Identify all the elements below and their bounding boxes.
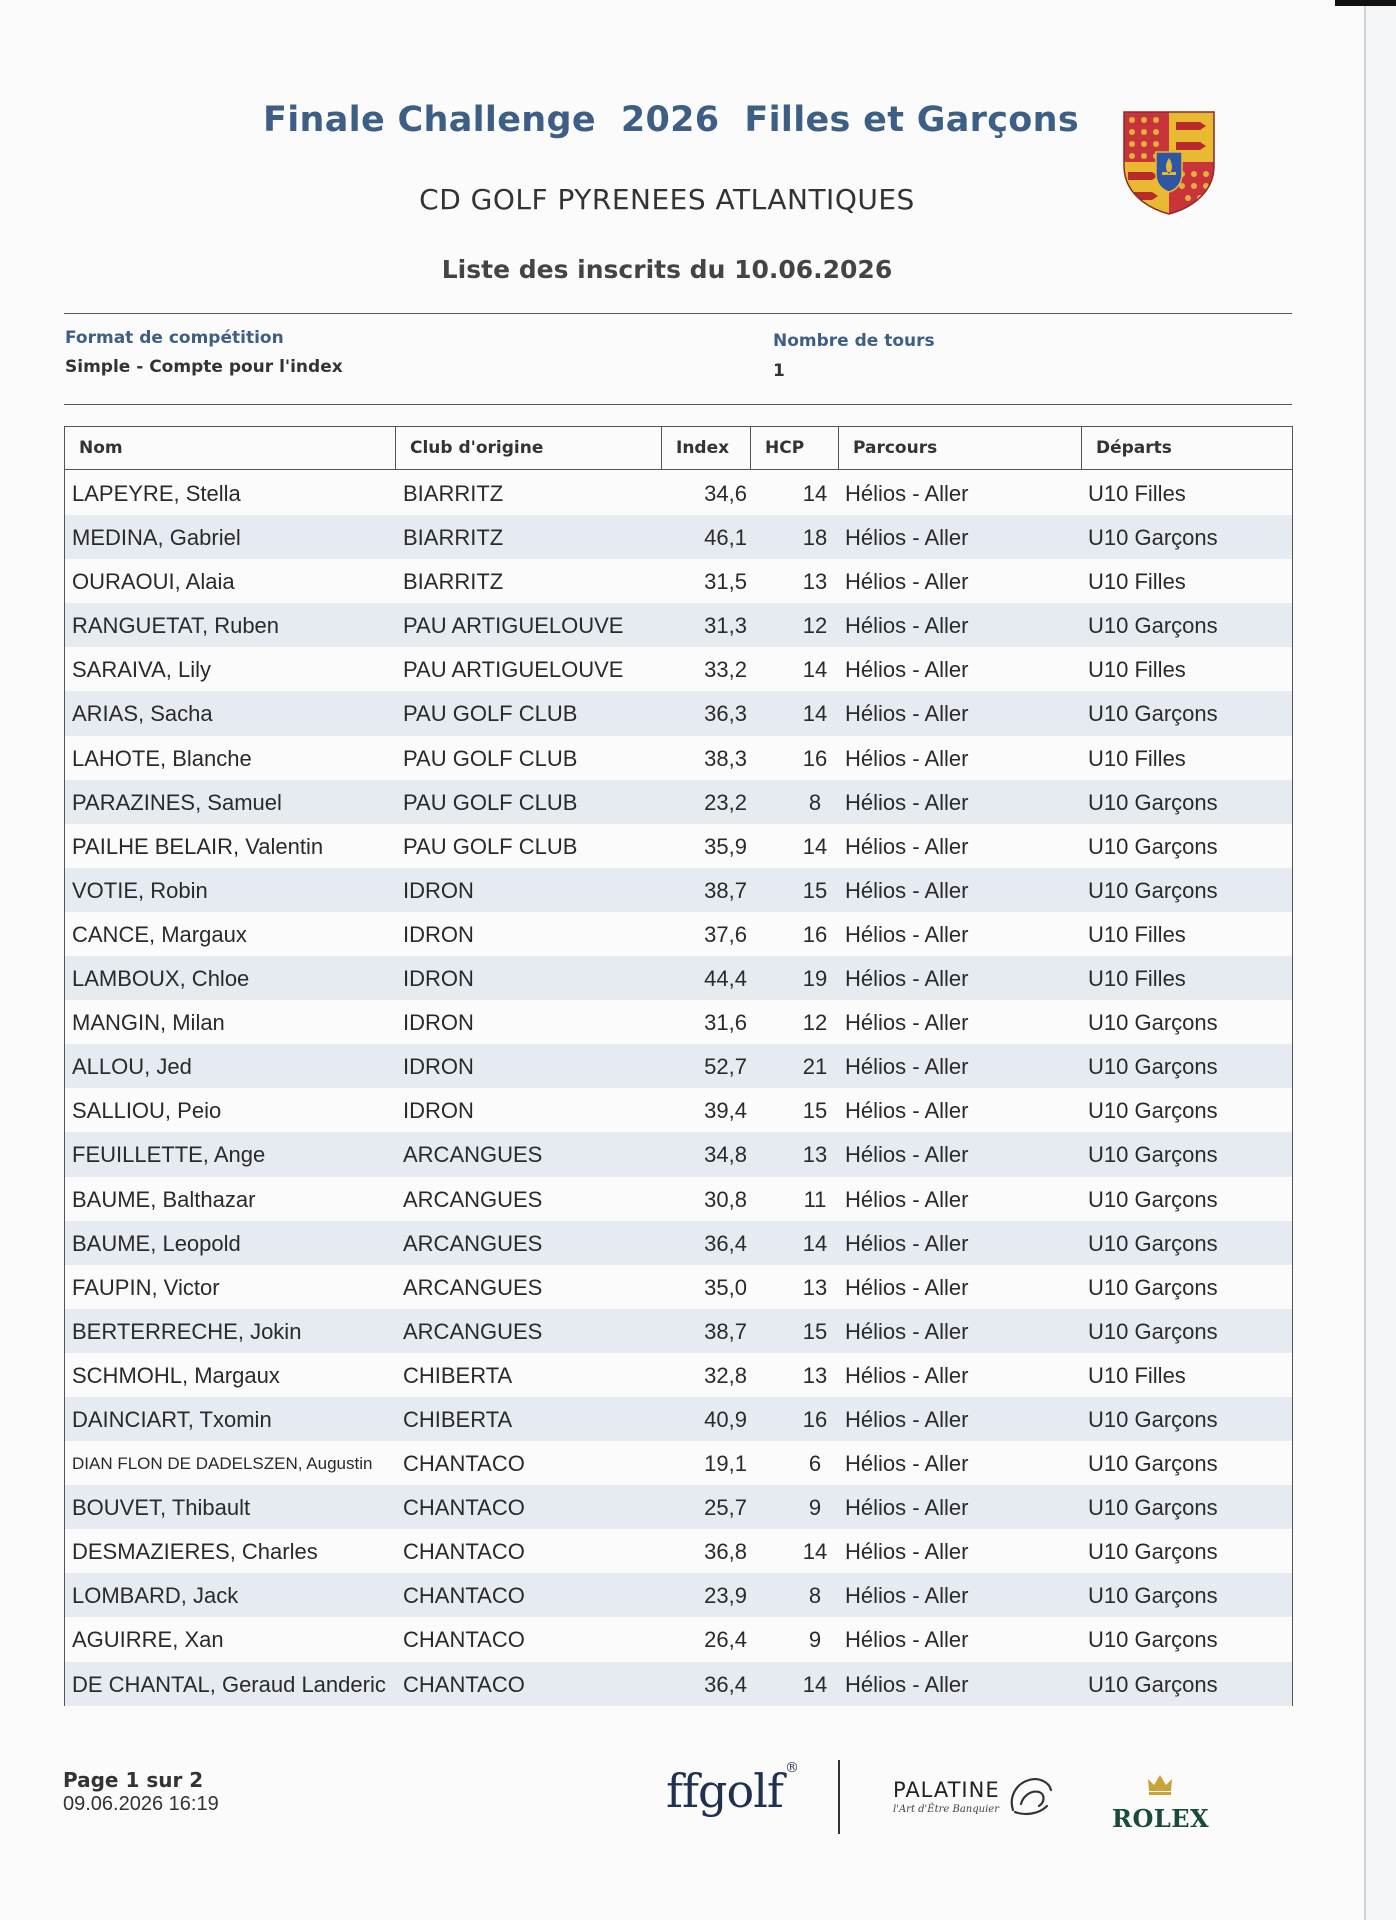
table-row (65, 1132, 1292, 1176)
table-row (65, 780, 1292, 824)
cell-parcours: Hélios - Aller (845, 1230, 969, 1256)
cell-index: 23,2 (704, 789, 747, 815)
cell-club: BIARRITZ (403, 569, 504, 595)
cell-hcp: 11 (803, 1186, 827, 1212)
cell-hcp: 14 (802, 1539, 828, 1565)
cell-club: PAU GOLF CLUB (403, 701, 578, 727)
cell-parcours: Hélios - Aller (845, 481, 969, 506)
cell-parcours: Hélios - Aller (845, 833, 969, 859)
cell-hcp: 13 (802, 1274, 828, 1300)
cell-nom: BAUME, Balthazar (72, 1186, 256, 1212)
cell-parcours: Hélios - Aller (845, 1583, 969, 1609)
cell-departs: U10 Garçons (1088, 1142, 1218, 1168)
crown-icon (1146, 1771, 1174, 1797)
cell-departs: U10 Garçons (1088, 613, 1218, 639)
cell-hcp: 8 (808, 1583, 822, 1609)
palatine-logo: PALATINE (893, 1778, 1000, 1802)
cell-parcours: Hélios - Aller (845, 966, 969, 992)
header-divider-bottom (64, 404, 1292, 405)
cell-departs: U10 Filles (1088, 481, 1186, 506)
cell-parcours: Hélios - Aller (845, 1406, 969, 1432)
cell-club: ARCANGUES (403, 1186, 543, 1212)
cell-departs: U10 Filles (1088, 921, 1186, 947)
tours-label: Nombre de tours (773, 331, 935, 351)
organization-title: CD GOLF PYRENEES ATLANTIQUES (419, 183, 915, 216)
column-header-club: Club d'origine (396, 427, 662, 469)
list-title: Liste des inscrits du 10.06.2026 (441, 255, 893, 284)
cell-index: 34,6 (704, 481, 747, 506)
cell-departs: U10 Garçons (1088, 789, 1218, 815)
tours-value: 1 (773, 361, 785, 381)
cell-hcp: 12 (802, 1010, 828, 1036)
cell-departs: U10 Filles (1088, 657, 1186, 683)
table-row (65, 868, 1292, 912)
cell-departs: U10 Garçons (1088, 1539, 1218, 1565)
coat-of-arms-icon (1120, 108, 1218, 216)
cell-club: ARCANGUES (403, 1274, 543, 1300)
cell-parcours: Hélios - Aller (845, 1362, 969, 1388)
cell-club: PAU ARTIGUELOUVE (403, 657, 624, 683)
cell-departs: U10 Garçons (1088, 1671, 1218, 1697)
cell-nom: BERTERRECHE, Jokin (72, 1318, 302, 1344)
cell-hcp: 15 (802, 1318, 828, 1344)
cell-nom: SCHMOHL, Margaux (72, 1362, 280, 1388)
cell-departs: U10 Filles (1088, 1362, 1186, 1388)
cell-hcp: 8 (808, 789, 822, 815)
ffgolf-wordmark: ffgolf (666, 1764, 783, 1818)
page-title: Finale Challenge 2026 Filles et Garçons (263, 100, 1079, 140)
column-header-parcours: Parcours (839, 427, 1082, 469)
cell-parcours: Hélios - Aller (845, 789, 969, 815)
cell-nom: FEUILLETTE, Ange (72, 1142, 266, 1168)
table-row (65, 559, 1292, 603)
cell-nom: PARAZINES, Samuel (72, 789, 282, 815)
table-row (65, 1044, 1292, 1088)
cell-nom: AGUIRRE, Xan (72, 1627, 224, 1653)
cell-index: 30,8 (704, 1186, 747, 1212)
cell-departs: U10 Garçons (1088, 1274, 1218, 1300)
cell-nom: ALLOU, Jed (72, 1054, 192, 1080)
cell-club: CHIBERTA (403, 1406, 513, 1432)
cell-hcp: 14 (802, 701, 828, 727)
table-row (65, 1177, 1292, 1221)
cell-departs: U10 Garçons (1088, 1054, 1218, 1080)
cell-club: CHIBERTA (403, 1362, 513, 1388)
cell-club: BIARRITZ (403, 481, 504, 506)
cell-parcours: Hélios - Aller (845, 1098, 969, 1124)
cell-nom: ARIAS, Sacha (72, 701, 213, 727)
cell-index: 52,7 (704, 1054, 747, 1080)
column-header-index: Index (662, 427, 751, 469)
cell-hcp: 14 (802, 833, 828, 859)
cell-index: 38,7 (704, 1318, 747, 1344)
cell-club: CHANTACO (403, 1495, 525, 1521)
cell-departs: U10 Filles (1088, 745, 1186, 771)
table-row (65, 1485, 1292, 1529)
cell-hcp: 9 (808, 1495, 822, 1521)
cell-parcours: Hélios - Aller (845, 745, 969, 771)
cell-club: IDRON (403, 1010, 474, 1036)
cell-parcours: Hélios - Aller (845, 701, 969, 727)
cell-index: 40,9 (704, 1406, 747, 1432)
cell-departs: U10 Garçons (1088, 1318, 1218, 1344)
cell-club: PAU GOLF CLUB (403, 745, 578, 771)
table-header (65, 427, 1292, 470)
cell-departs: U10 Garçons (1088, 833, 1218, 859)
cell-index: 32,8 (704, 1362, 747, 1388)
cell-index: 26,4 (704, 1627, 747, 1653)
cell-parcours: Hélios - Aller (845, 1627, 969, 1653)
cell-index: 36,4 (704, 1230, 747, 1256)
cell-club: ARCANGUES (403, 1230, 543, 1256)
cell-nom: PAILHE BELAIR, Valentin (72, 833, 324, 859)
scan-edge-mark (1335, 0, 1396, 6)
cell-index: 35,0 (704, 1274, 747, 1300)
registered-icon: ® (784, 1760, 798, 1776)
column-header-nom: Nom (65, 427, 396, 469)
cell-index: 46,1 (704, 525, 747, 551)
cell-nom: LOMBARD, Jack (72, 1583, 239, 1609)
ffgolf-logo (666, 1760, 798, 1818)
cell-parcours: Hélios - Aller (845, 1495, 969, 1521)
cell-nom: BOUVET, Thibault (72, 1495, 251, 1521)
cell-club: ARCANGUES (403, 1318, 543, 1344)
cell-departs: U10 Garçons (1088, 1627, 1218, 1653)
table-body (65, 471, 1292, 1706)
cell-nom: OURAOUI, Alaia (72, 569, 235, 595)
cell-parcours: Hélios - Aller (845, 877, 969, 903)
cell-nom: SARAIVA, Lily (72, 657, 211, 683)
cell-index: 36,4 (704, 1671, 747, 1697)
table-row (65, 1441, 1292, 1485)
cell-club: CHANTACO (403, 1671, 525, 1697)
cell-index: 31,3 (704, 613, 747, 639)
cell-hcp: 14 (802, 481, 828, 506)
cell-departs: U10 Garçons (1088, 1451, 1218, 1477)
table-row (65, 736, 1292, 780)
cell-nom: SALLIOU, Peio (72, 1098, 222, 1124)
table-row (65, 1309, 1292, 1353)
cell-hcp: 12 (802, 613, 828, 639)
cell-club: PAU GOLF CLUB (403, 789, 578, 815)
cell-club: PAU ARTIGUELOUVE (403, 613, 624, 639)
cell-hcp: 9 (808, 1627, 822, 1653)
cell-departs: U10 Filles (1088, 966, 1186, 992)
table-row (65, 603, 1292, 647)
cell-index: 44,4 (704, 966, 747, 992)
cell-hcp: 16 (802, 745, 828, 771)
table-row (65, 647, 1292, 691)
cell-club: CHANTACO (403, 1539, 525, 1565)
cell-parcours: Hélios - Aller (845, 525, 969, 551)
column-header-departs: Départs (1096, 438, 1172, 458)
cell-hcp: 14 (802, 1230, 828, 1256)
cell-hcp: 15 (802, 1098, 828, 1124)
cell-club: IDRON (403, 966, 474, 992)
cell-departs: U10 Garçons (1088, 525, 1218, 551)
cell-parcours: Hélios - Aller (845, 1054, 969, 1080)
cell-nom: RANGUETAT, Ruben (72, 613, 280, 639)
cell-index: 39,4 (704, 1098, 747, 1124)
cell-parcours: Hélios - Aller (845, 1010, 969, 1036)
cell-departs: U10 Garçons (1088, 1010, 1218, 1036)
format-value: Simple - Compte pour l'index (65, 357, 343, 377)
cell-club: CHANTACO (403, 1451, 525, 1477)
cell-nom: DE CHANTAL, Geraud Landeric (72, 1671, 386, 1697)
cell-nom: DESMAZIERES, Charles (72, 1539, 318, 1565)
cell-index: 25,7 (704, 1495, 747, 1521)
cell-departs: U10 Garçons (1088, 1098, 1218, 1124)
cell-parcours: Hélios - Aller (845, 1186, 969, 1212)
cell-index: 31,6 (704, 1010, 747, 1036)
cell-departs: U10 Garçons (1088, 1186, 1218, 1212)
cell-index: 38,7 (704, 877, 747, 903)
table-row (65, 1265, 1292, 1309)
cell-parcours: Hélios - Aller (845, 657, 969, 683)
cell-parcours: Hélios - Aller (845, 921, 969, 947)
cell-club: IDRON (403, 1054, 474, 1080)
rolex-logo: ROLEX (1112, 1804, 1210, 1833)
horse-head-icon (1005, 1774, 1055, 1818)
cell-hcp: 18 (802, 525, 828, 551)
table-row (65, 1529, 1292, 1573)
cell-hcp: 14 (802, 657, 828, 683)
cell-index: 33,2 (704, 657, 747, 683)
table-row (65, 912, 1292, 956)
registrants-table (64, 426, 1293, 1706)
cell-club: ARCANGUES (403, 1142, 543, 1168)
cell-nom: DAINCIART, Txomin (72, 1406, 272, 1432)
column-header-hcp: HCP (751, 427, 839, 469)
cell-departs: U10 Garçons (1088, 1406, 1218, 1432)
cell-nom: MEDINA, Gabriel (72, 525, 241, 551)
cell-hcp: 13 (802, 569, 828, 595)
cell-index: 37,6 (704, 921, 747, 947)
table-row (65, 1617, 1292, 1661)
format-label: Format de compétition (65, 328, 284, 348)
table-row (65, 1662, 1292, 1706)
table-row (65, 691, 1292, 735)
table-row (65, 956, 1292, 1000)
cell-departs: U10 Garçons (1088, 1583, 1218, 1609)
table-row (65, 1353, 1292, 1397)
cell-parcours: Hélios - Aller (845, 1318, 969, 1344)
cell-club: BIARRITZ (403, 525, 504, 551)
cell-index: 19,1 (704, 1451, 747, 1477)
cell-nom: VOTIE, Robin (72, 877, 208, 903)
cell-nom: LAHOTE, Blanche (72, 745, 252, 771)
header-divider-top (64, 313, 1292, 314)
cell-club: IDRON (403, 1098, 474, 1124)
table-row (65, 1088, 1292, 1132)
cell-nom: BAUME, Leopold (72, 1230, 241, 1256)
cell-parcours: Hélios - Aller (845, 1671, 969, 1697)
cell-club: PAU GOLF CLUB (403, 833, 578, 859)
cell-hcp: 19 (802, 966, 828, 992)
cell-departs: U10 Filles (1088, 569, 1186, 595)
table-row (65, 1000, 1292, 1044)
footer-separator (838, 1760, 840, 1834)
cell-club: CHANTACO (403, 1627, 525, 1653)
cell-hcp: 21 (802, 1054, 828, 1080)
cell-nom: DIAN FLON DE DADELSZEN, Augustin (72, 1454, 373, 1474)
cell-nom: MANGIN, Milan (72, 1010, 225, 1036)
cell-hcp: 13 (802, 1362, 828, 1388)
cell-hcp: 15 (802, 877, 828, 903)
cell-nom: FAUPIN, Victor (72, 1274, 220, 1300)
cell-hcp: 16 (802, 921, 828, 947)
table-row (65, 1221, 1292, 1265)
cell-departs: U10 Garçons (1088, 1230, 1218, 1256)
table-row (65, 515, 1292, 559)
table-row (65, 1573, 1292, 1617)
cell-index: 23,9 (704, 1583, 747, 1609)
cell-index: 31,5 (704, 569, 747, 595)
cell-parcours: Hélios - Aller (845, 569, 969, 595)
table-row (65, 471, 1292, 515)
cell-departs: U10 Garçons (1088, 1495, 1218, 1521)
cell-club: IDRON (403, 877, 474, 903)
cell-index: 38,3 (704, 745, 747, 771)
cell-hcp: 13 (802, 1142, 828, 1168)
cell-index: 36,8 (704, 1539, 747, 1565)
cell-departs: U10 Garçons (1088, 877, 1218, 903)
table-row (65, 1397, 1292, 1441)
cell-parcours: Hélios - Aller (845, 613, 969, 639)
cell-club: IDRON (403, 921, 474, 947)
cell-departs: U10 Garçons (1088, 701, 1218, 727)
cell-index: 34,8 (704, 1142, 747, 1168)
cell-parcours: Hélios - Aller (845, 1274, 969, 1300)
cell-parcours: Hélios - Aller (845, 1539, 969, 1565)
cell-hcp: 6 (808, 1451, 822, 1477)
cell-club: CHANTACO (403, 1583, 525, 1609)
table-row (65, 824, 1292, 868)
cell-parcours: Hélios - Aller (845, 1451, 969, 1477)
cell-nom: LAMBOUX, Chloe (72, 966, 250, 992)
cell-index: 36,3 (704, 701, 747, 727)
cell-nom: CANCE, Margaux (72, 921, 247, 947)
cell-hcp: 14 (802, 1671, 828, 1697)
cell-index: 35,9 (704, 833, 747, 859)
page-number: Page 1 sur 2 (63, 1768, 204, 1792)
cell-parcours: Hélios - Aller (845, 1142, 969, 1168)
cell-nom: LAPEYRE, Stella (72, 481, 241, 506)
palatine-tagline: l'Art d'Être Banquier (893, 1804, 999, 1815)
print-timestamp: 09.06.2026 16:19 (63, 1793, 219, 1815)
cell-hcp: 16 (802, 1406, 828, 1432)
